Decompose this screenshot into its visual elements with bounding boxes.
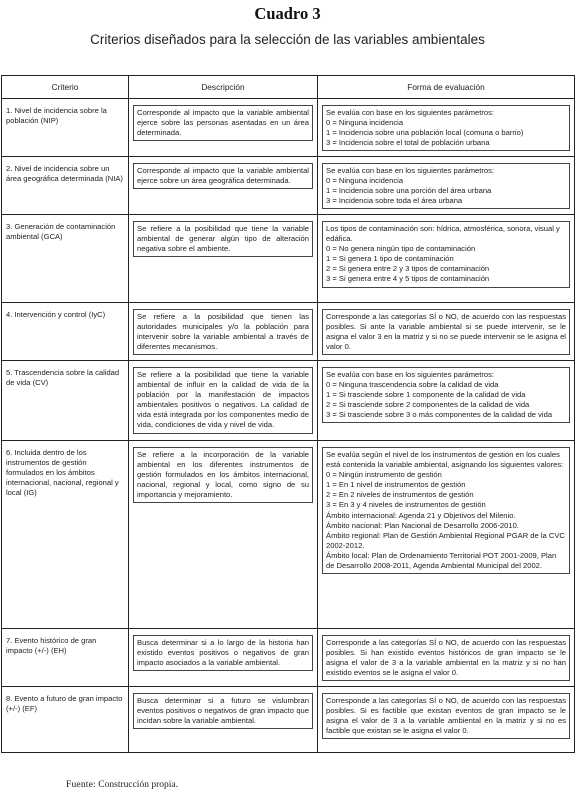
evaluacion-line: 1 = Si trasciende sobre 1 componente de la calidad de vida — [326, 390, 526, 400]
table-row — [2, 99, 575, 157]
evaluacion-cell — [318, 99, 575, 157]
criterio-cell: 6. Incluida dentro de los instrumentos de gestión formulados en los ámbitos internacional, nacional, regional y local (IG) — [2, 441, 129, 629]
criterio-cell: 3. Generación de contaminación ambiental (GCA) — [2, 215, 129, 303]
descripcion-text: Corresponde al impacto que la variable ambiental ejerce sobre las personas asentadas en un área determinada. — [133, 105, 313, 141]
evaluacion-line: 1 = En 1 nivel de instrumentos de gestión — [326, 480, 466, 490]
evaluacion-line: 1 = Si genera 1 tipo de contaminación — [326, 254, 454, 264]
descripcion-text: Se refiere a la posibilidad que tienen las autoridades municipales y/o la población para intervenir sobre la variable ambiental a través de diferentes mecanismos. — [133, 309, 313, 355]
table-row — [2, 215, 575, 303]
evaluacion-line: Corresponde a las categorías SÍ o NO, de acuerdo con las respuestas posibles. Si es factible que existan eventos de gran impacto se le asigna el valor de 3 a la variable ambiental en la matriz y si no es factible que existan se le asigna el valor 0. — [326, 696, 566, 736]
descripcion-text: Busca determinar si a lo largo de la historia han existido eventos positivos o negativos de gran impacto asociados a la variable ambiental. — [133, 635, 313, 671]
evaluacion-box — [322, 447, 570, 574]
evaluacion-cell — [318, 215, 575, 303]
evaluacion-line: Los tipos de contaminación son: hídrica, atmosférica, sonora, visual y edáfica. — [326, 224, 560, 244]
descripcion-cell — [129, 157, 318, 215]
criterio-cell: 2. Nivel de incidencia sobre un área geográfica determinada (NIA) — [2, 157, 129, 215]
header-criterio: Criterio — [2, 76, 129, 99]
evaluacion-cell — [318, 157, 575, 215]
table-body — [2, 99, 575, 753]
evaluacion-box — [322, 221, 570, 288]
descripcion-cell — [129, 629, 318, 687]
evaluacion-line: 3 = Si trasciende sobre 3 o más componentes de la calidad de vida — [326, 410, 553, 420]
evaluacion-line: Corresponde a las categorías SÍ o NO, de acuerdo con las respuestas posibles. Si han existido eventos históricos de gran impacto se le asigna el valor de 3 a la variable ambiental en la matriz y si no han existido eventos se le asigna el valor 0. — [326, 638, 566, 678]
descripcion-text: Se refiere a la posibilidad que tiene la variable ambiental de generar algún tipo de alteración negativa sobre el ambiente. — [133, 221, 313, 257]
table-row — [2, 361, 575, 441]
header-descripcion: Descripción — [129, 76, 318, 99]
source-note — [66, 780, 178, 790]
descripcion-text: Corresponde al impacto que la variable ambiental ejerce sobre un área geográfica determinada. — [133, 163, 313, 189]
evaluacion-line: 3 = Incidencia sobre el total de población urbana — [326, 138, 490, 148]
criteria-table — [1, 75, 575, 753]
table-row — [2, 687, 575, 753]
evaluacion-cell — [318, 361, 575, 441]
evaluacion-line: 0 = No genera ningún tipo de contaminación — [326, 244, 476, 254]
evaluacion-box — [322, 309, 570, 355]
evaluacion-line: 1 = Incidencia sobre una porción del área urbana — [326, 186, 492, 196]
evaluacion-box — [322, 693, 570, 739]
criterio-cell: 1. Nivel de incidencia sobre la población (NIP) — [2, 99, 129, 157]
evaluacion-line: 3 = Si genera entre 4 y 5 tipos de contaminación — [326, 274, 490, 284]
evaluacion-line: 0 = Ninguna incidencia — [326, 118, 404, 128]
evaluacion-line: 2 = Si trasciende sobre 2 componentes de la calidad de vida — [326, 400, 530, 410]
evaluacion-line: Se evalúa con base en los siguientes parámetros: — [326, 108, 495, 117]
descripcion-text: Se refiere a la incorporación de la variable ambiental en los diferentes instrumentos de gestión formulados en los ámbitos internacional, nacional, regional y local, como signo de su importancia y mejoramiento. — [133, 447, 313, 503]
criterio-cell: 7. Evento histórico de gran impacto (+/-) (EH) — [2, 629, 129, 687]
evaluacion-line: Ámbito local: Plan de Ordenamiento Territorial POT 2001-2009, Plan de Desarrollo 2008-2011, Agenda Ambiental Municipal del 2002. — [326, 550, 557, 571]
descripcion-cell — [129, 687, 318, 753]
evaluacion-line: 0 = Ninguna trascendencia sobre la calidad de vida — [326, 380, 499, 390]
descripcion-text: Busca determinar si a futuro se vislumbran eventos positivos o negativos de gran impacto que incidan sobre la variable ambiental. — [133, 693, 313, 729]
source-label: Fuente: — [66, 780, 96, 790]
evaluacion-box — [322, 635, 570, 681]
evaluacion-line: 2 = En 2 niveles de instrumentos de gestión — [326, 490, 474, 500]
source-text: Construcción propia. — [98, 780, 178, 790]
descripcion-cell — [129, 99, 318, 157]
evaluacion-line: 3 = En 3 y 4 niveles de instrumentos de gestión — [326, 500, 486, 510]
table-row — [2, 157, 575, 215]
evaluacion-line: Ámbito internacional: Agenda 21 y Objetivos del Milenio. — [326, 510, 516, 520]
criterio-cell: 8. Evento a futuro de gran impacto (+/-) (EF) — [2, 687, 129, 753]
descripcion-cell — [129, 303, 318, 361]
descripcion-cell — [129, 361, 318, 441]
evaluacion-line: Se evalúa con base en los siguientes parámetros: — [326, 166, 495, 175]
evaluacion-line: 1 = Incidencia sobre una población local (comuna o barrio) — [326, 128, 524, 138]
evaluacion-line: Se evalúa con base en los siguientes parámetros: — [326, 370, 495, 379]
table-row — [2, 303, 575, 361]
evaluacion-cell — [318, 303, 575, 361]
evaluacion-line: 0 = Ningún instrumento de gestión — [326, 470, 442, 480]
table-row — [2, 629, 575, 687]
evaluacion-box — [322, 105, 570, 151]
descripcion-text: Se refiere a la posibilidad que tiene la variable ambiental de influir en la calidad de vida de la población por la manifestación de impactos ambientales positivos o negativos. La calidad de vida está integrada por los componentes medio de vida, condiciones de vida y nivel de vida. — [133, 367, 313, 434]
table-row — [2, 441, 575, 629]
evaluacion-line: Se evalúa según el nivel de los instrumentos de gestión en los cuales está contenida la variable ambiental, asignando los siguientes valores: — [326, 450, 564, 470]
evaluacion-box — [322, 367, 570, 423]
table-title: Cuadro 3 — [254, 4, 321, 23]
criterio-cell: 4. Intervención y control (IyC) — [2, 303, 129, 361]
criterio-cell: 5. Trascendencia sobre la calidad de vida (CV) — [2, 361, 129, 441]
header-evaluacion: Forma de evaluación — [318, 76, 575, 99]
evaluacion-cell — [318, 629, 575, 687]
evaluacion-line: Ámbito regional: Plan de Gestión Ambiental Regional PGAR de la CVC 2002-2012. — [326, 530, 565, 550]
evaluacion-line: Ámbito nacional: Plan Nacional de Desarrollo 2006-2010. — [326, 520, 519, 530]
evaluacion-line: 0 = Ninguna incidencia — [326, 176, 404, 186]
table-subtitle: Criterios diseñados para la selección de las variables ambientales — [90, 32, 485, 47]
descripcion-cell — [129, 441, 318, 629]
evaluacion-line: 2 = Si genera entre 2 y 3 tipos de contaminación — [326, 264, 490, 274]
evaluacion-line: 3 = Incidencia sobre toda el área urbana — [326, 196, 463, 206]
descripcion-cell — [129, 215, 318, 303]
evaluacion-box — [322, 163, 570, 209]
evaluacion-cell — [318, 441, 575, 629]
evaluacion-line: Corresponde a las categorías SÍ o NO, de acuerdo con las respuestas posibles. Si ante la variable ambiental si se puede intervenir, se le asigna el valor 3 en la matriz y si no se puede intervenir se le asigna el valor 0. — [326, 312, 566, 352]
evaluacion-cell — [318, 687, 575, 753]
header-row — [2, 76, 575, 99]
